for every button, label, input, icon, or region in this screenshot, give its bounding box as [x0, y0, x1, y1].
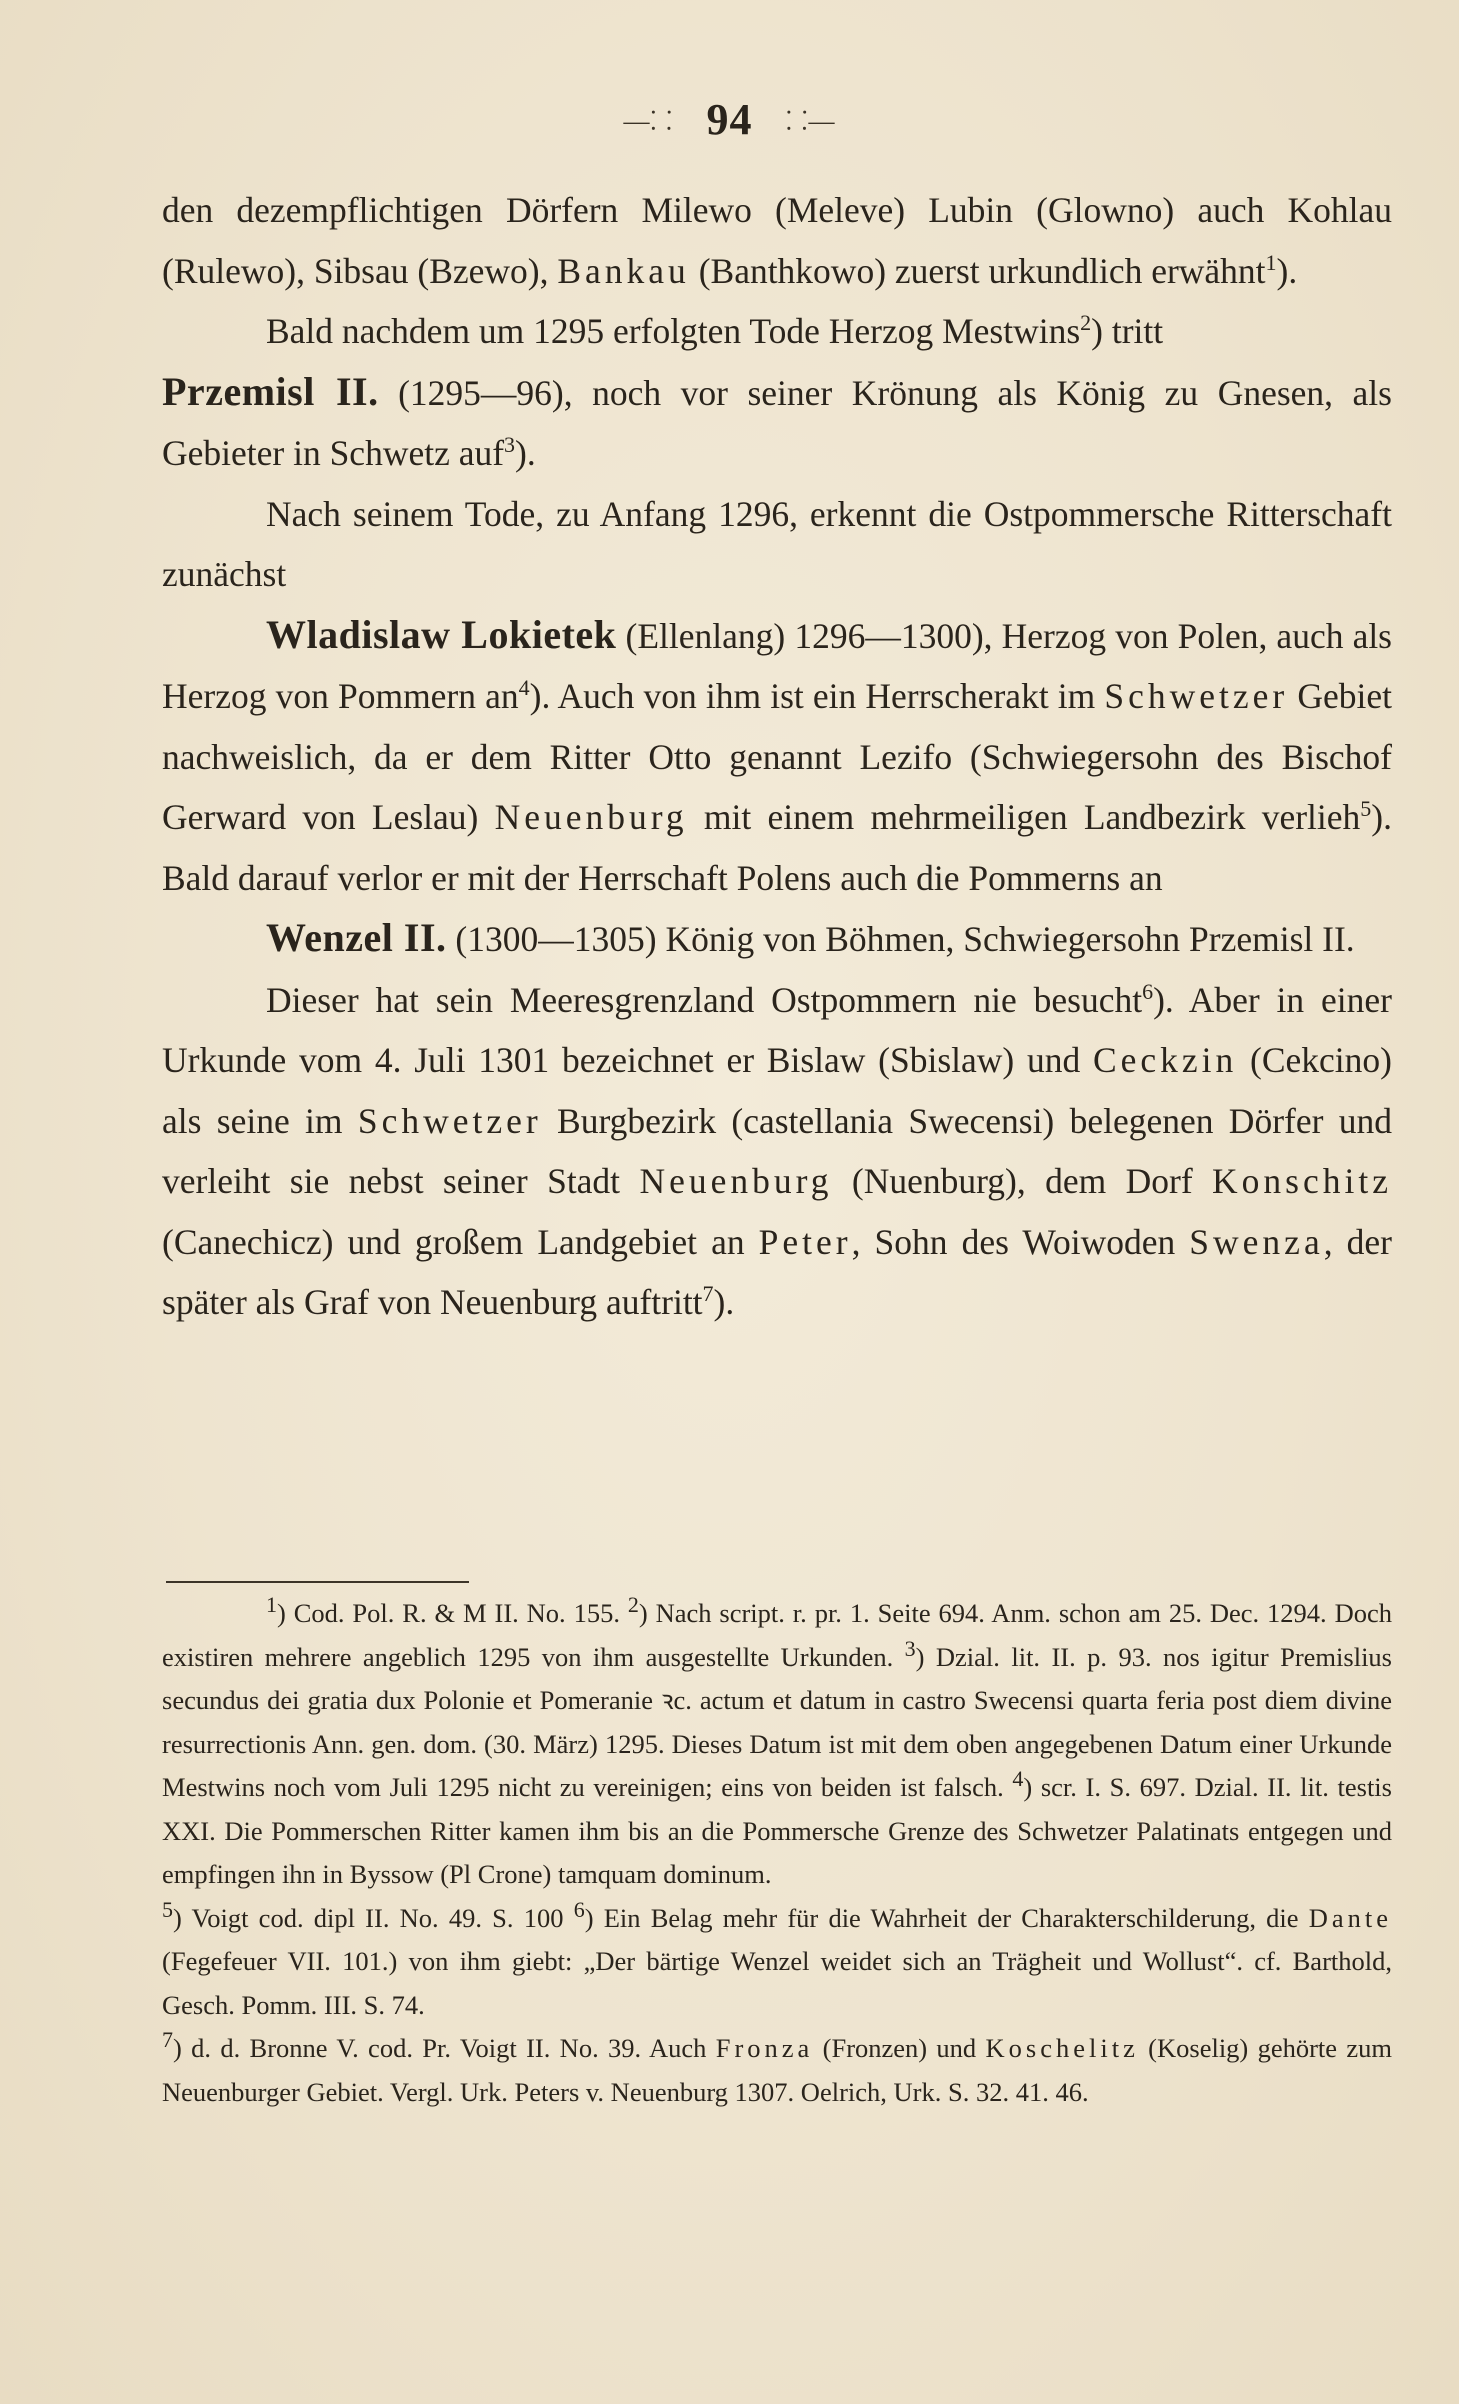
footnote-number: 6 [573, 1896, 585, 1922]
footnote-number: 4 [1012, 1766, 1024, 1792]
text-run: , der später als Graf von Neuenburg auftritt [162, 1221, 1392, 1322]
footnote-text: ) Nach script. r. pr. 1. Seite 694. Anm. schon am 25. Dec. 1294. Doch existiren mehrere angeblich 1295 von ihm ausgestellte Urkunden. [162, 1598, 1392, 1672]
spaced-text: Konschitz [1212, 1161, 1392, 1201]
footnote-text: ) Ein Belag mehr für die Wahrheit der Charakterschilderung, die [584, 1902, 1309, 1933]
text-run: Gebiet nachweislich, da er dem Ritter Otto genannt Lezifo (Schwiegersohn des Bischof Gerward von Leslau) [162, 676, 1392, 837]
paragraph-2 [162, 301, 1392, 484]
text-run: Nach seinem Tode, zu Anfang 1296, erkennt die Ostpommersche Ritterschaft zunächst [162, 493, 1392, 594]
footnote-text: ) Voigt cod. dipl II. No. 49. S. 100 [173, 1902, 574, 1933]
text-run: , Sohn des Woiwoden [851, 1221, 1190, 1262]
text-run: (1300—1305) König von Böhmen, Schwiegersohn Przemisl II. [446, 919, 1355, 959]
text-run: mit einem mehrmeiligen Landbezirk verlieh [687, 797, 1361, 837]
spaced-text: Neuenburg [494, 797, 688, 837]
spaced-text: Neuenburg [639, 1161, 833, 1201]
text-run: ). [515, 433, 536, 473]
footnote-ref: 2 [1080, 310, 1092, 336]
ruler-name: Przemisl II. [162, 368, 379, 414]
spaced-text: Schwetzer [357, 1100, 542, 1141]
text-run: ). Auch von ihm ist ein Herrscherakt im [529, 676, 1105, 716]
ruler-name: Wladislaw Lokietek [266, 611, 617, 657]
footnote-text: ) d. d. Bronne V. cod. Pr. Voigt II. No. 39. Auch [173, 2033, 716, 2063]
spaced-text: Koschelitz [985, 2033, 1139, 2063]
text-run: (Banthkowo) zuerst urkundlich erwähnt [689, 250, 1266, 291]
text-run: ) tritt [1091, 311, 1164, 351]
main-text [162, 180, 1392, 1333]
footnote-text: (Fronzen) und [813, 2033, 986, 2063]
footnote-number: 2 [627, 1592, 639, 1618]
text-run: Burgbezirk (castellania Swecensi) belegenen Dörfer und verleiht sie nebst seiner Stadt [162, 1100, 1392, 1201]
footnote-number: 3 [904, 1635, 916, 1661]
footnote-ref: 5 [1360, 796, 1372, 822]
spaced-text: Dante [1308, 1902, 1392, 1933]
header-ornament-left: —⸬ [623, 106, 673, 136]
text-run: ). Bald darauf verlor er mit der Herrschaft Polens auch die Pommerns an [162, 797, 1392, 898]
footnote-ref: 7 [702, 1281, 714, 1307]
footnote-ref: 3 [504, 432, 516, 458]
spaced-text: Swenza [1189, 1221, 1324, 1262]
footnote-text: (Koselig) gehörte zum Neuenburger Gebiet. Vergl. Urk. Peters v. Neuenburg 1307. Oelrich, Urk. S. 32. 41. 46. [162, 2033, 1392, 2107]
footnote-text: ) Dzial. lit. II. p. 93. nos igitur Premislius secundus dei gratia dux Polonie et Pomeranie ꝛc. actum et datum in castro Swecensi quarta feria post diem divine resurrectionis Ann. gen. dom. (30. März) 1295. Dieses Datum ist mit dem oben angegebenen Datum einer Urkunde Mestwins noch vom Juli 1295 nicht zu vereinigen; eins von beiden ist falsch. [162, 1641, 1392, 1802]
footnote-block [162, 1592, 1392, 2114]
footnote-number: 1 [266, 1592, 277, 1618]
spaced-text: Ceckzin [1092, 1040, 1238, 1080]
footnote-number: 5 [162, 1896, 173, 1922]
paragraph-6 [162, 970, 1392, 1333]
text-run: (Cekcino) als seine im [162, 1040, 1392, 1141]
footnote-text: ) Cod. Pol. R. & M II. No. 155. [277, 1598, 628, 1628]
text-run: ). Aber in einer Urkunde vom 4. Juli 1301 bezeichnet er Bislaw (Sbislaw) und [162, 979, 1392, 1080]
paragraph-4 [162, 605, 1392, 909]
paragraph-1 [162, 180, 1392, 301]
spaced-text: Fronza [715, 2033, 814, 2063]
text-run: ). [713, 1282, 735, 1322]
text-run: (Canechicz) und großem Landgebiet an [162, 1221, 759, 1262]
text-run: (Nuenburg), dem Dorf [832, 1161, 1213, 1201]
text-run: (Ellenlang) 1296—1300), Herzog von Polen, auch als Herzog von Pommern an [162, 615, 1392, 716]
footnote-ref: 1 [1265, 249, 1277, 275]
footnote-ref: 4 [518, 675, 530, 701]
footnote-text: ) scr. I. S. 697. Dzial. II. lit. testis XXI. Die Pommerschen Ritter kamen ihm bis an die Pommersche Grenze des Schwetzer Palatinats entgegen und empfingen ihn in Byssow (Pl Crone) tamquam dominum. [162, 1772, 1392, 1889]
spaced-text: Schwetzer [1104, 676, 1289, 716]
text-run: Bald nachdem um 1295 erfolgten Tode Herzog Mestwins [266, 311, 1081, 351]
page-header [0, 92, 1459, 145]
text-run: ). [1276, 250, 1298, 291]
paragraph-5 [162, 908, 1392, 970]
footnote-separator [166, 1581, 469, 1583]
header-ornament-right: ⸬— [786, 106, 836, 136]
footnote-text: (Fegefeuer VII. 101.) von ihm giebt: „Der bärtige Wenzel weidet sich an Trägheit und Wollust“. cf. Barthold, Gesch. Pomm. III. S. 74. [162, 1946, 1392, 2020]
spaced-text: Peter [758, 1221, 852, 1262]
text-run: Dieser hat sein Meeresgrenzland Ostpommern nie besucht [266, 979, 1143, 1020]
footnote-number: 7 [162, 2027, 173, 2053]
ruler-name: Wenzel II. [266, 915, 447, 960]
footnotes [162, 1592, 1392, 2114]
text-run: den dezempflichtigen Dörfern Milewo (Meleve) Lubin (Glowno) auch Kohlau (Rulewo), Sibsau (Bzewo), [162, 190, 1392, 291]
page-number: 94 [706, 94, 753, 144]
spaced-text: Bankau [557, 250, 690, 291]
paragraph-3 [162, 484, 1392, 605]
footnote-ref: 6 [1142, 978, 1154, 1004]
text-run: (1295—96), noch vor seiner Krönung als König zu Gnesen, als Gebieter in Schwetz auf [162, 372, 1392, 473]
